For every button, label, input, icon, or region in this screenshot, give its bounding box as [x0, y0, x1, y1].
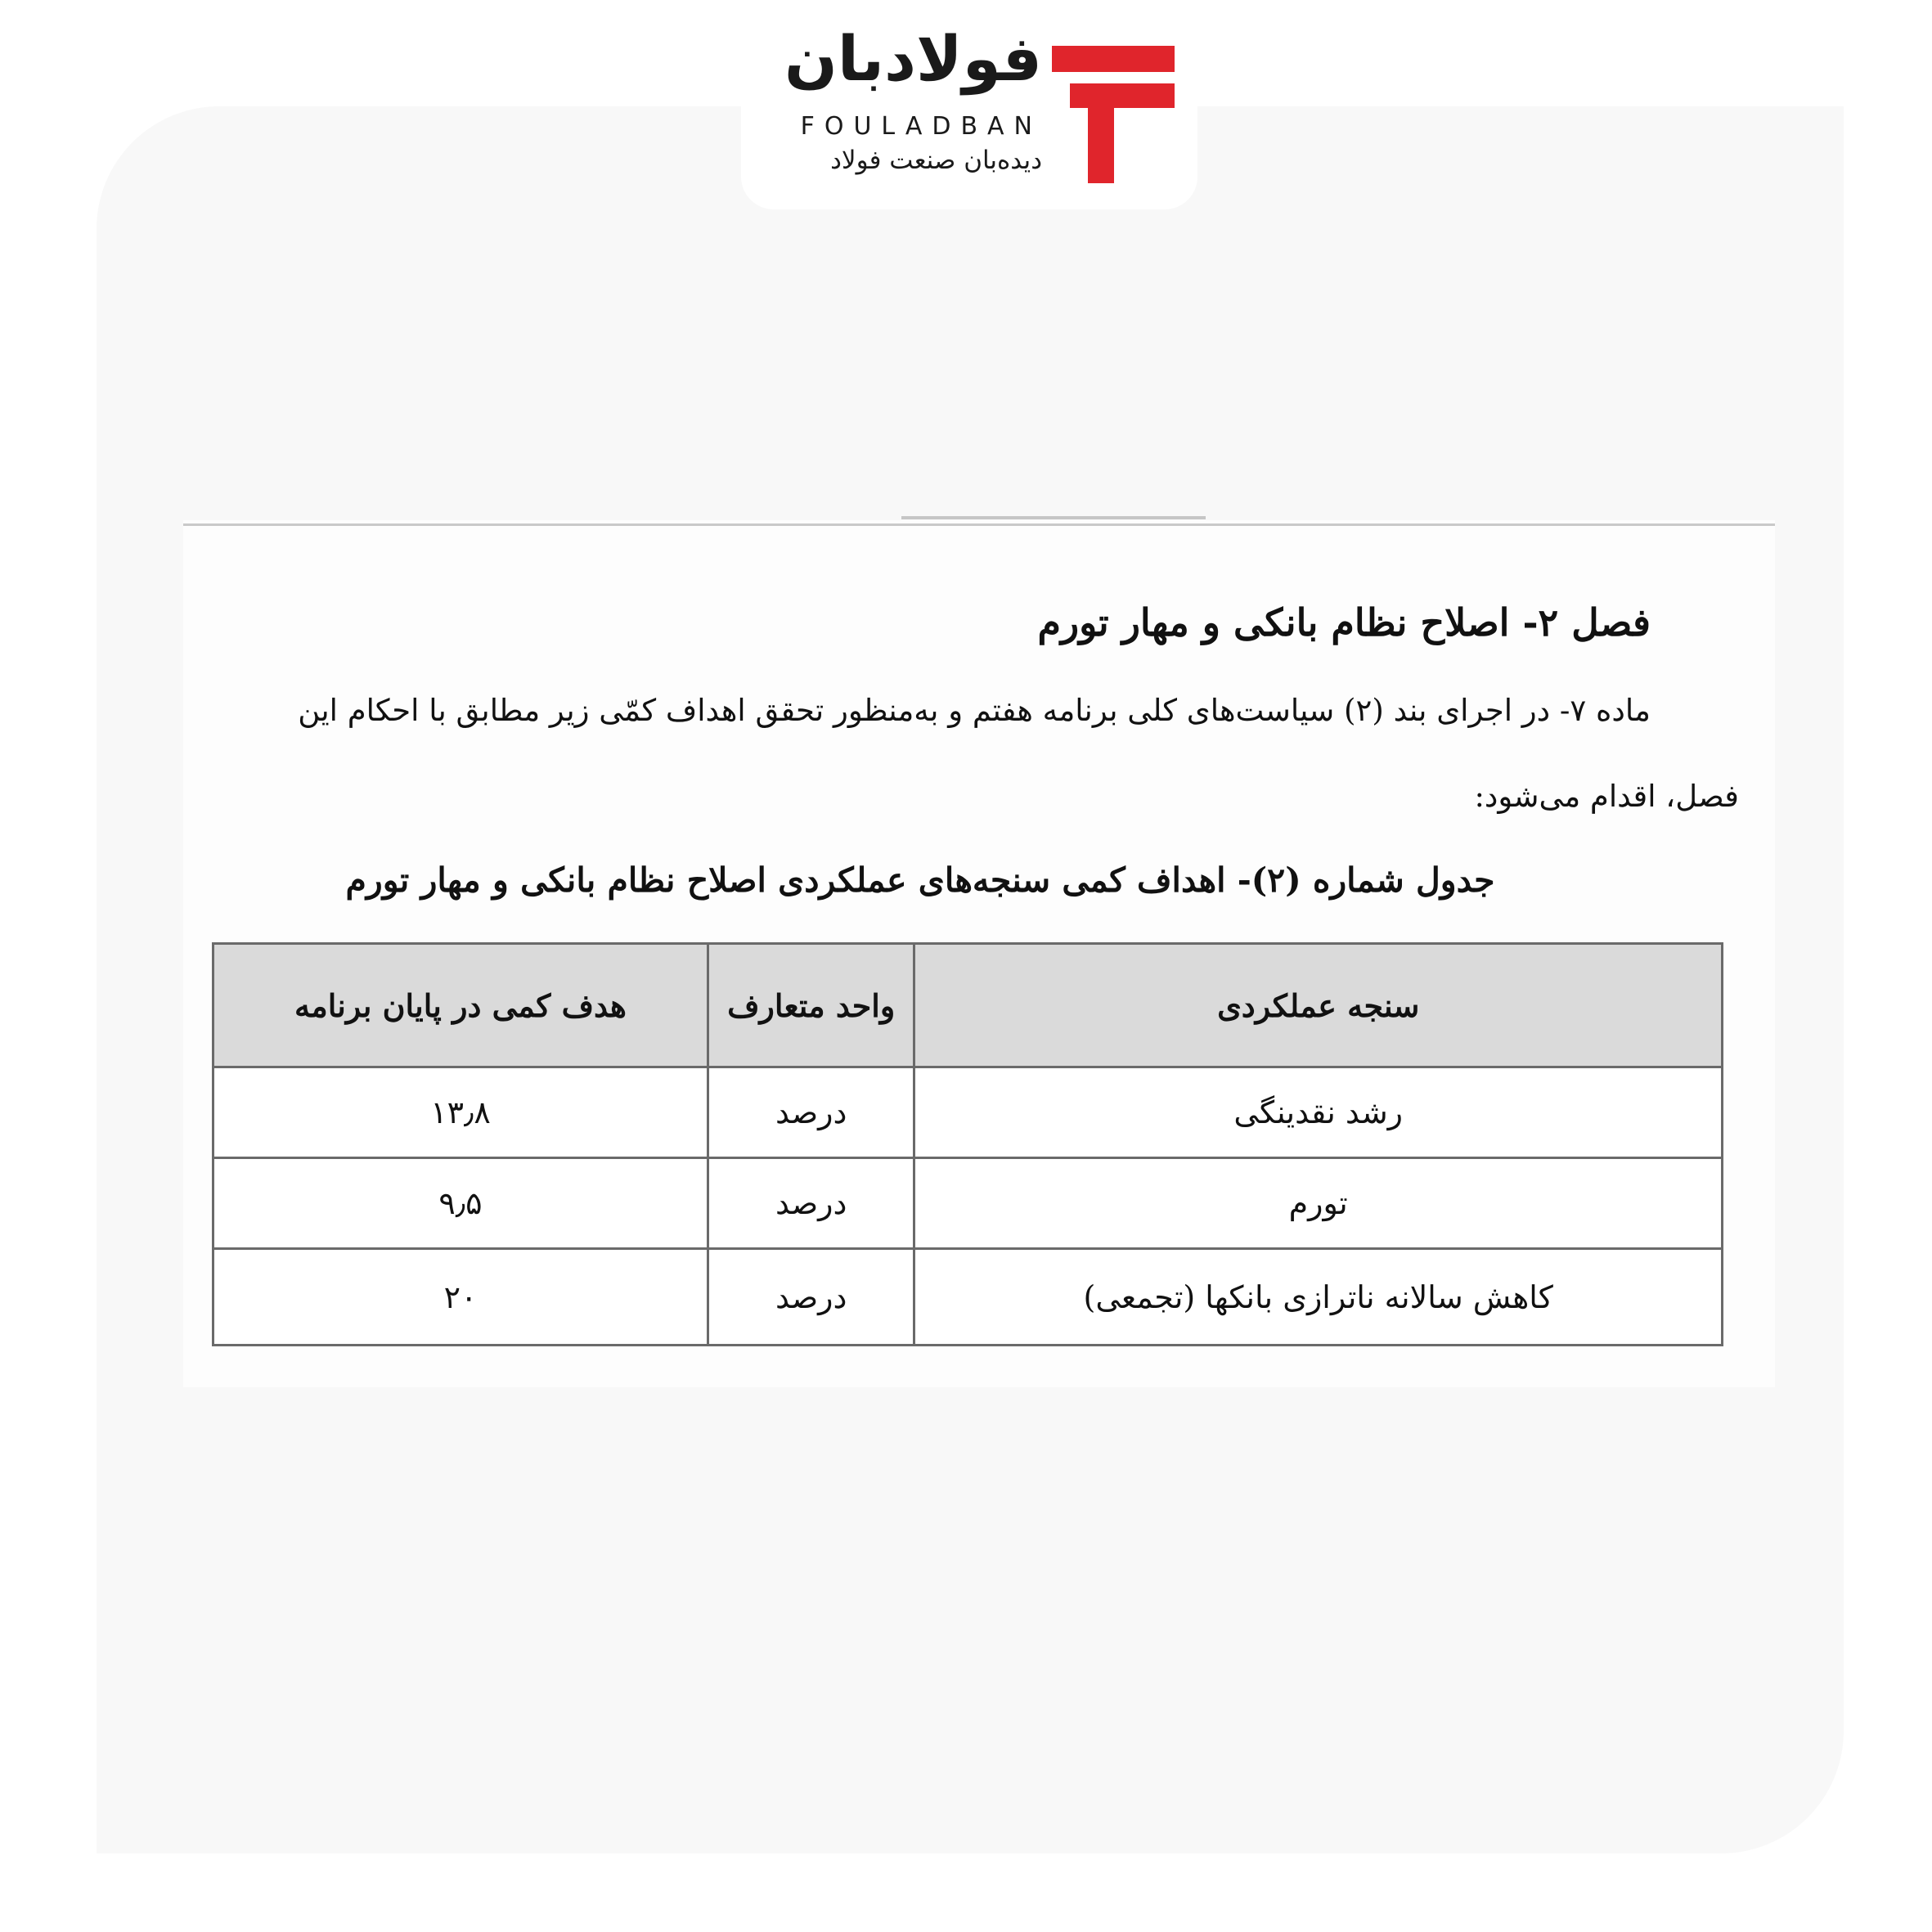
cell-unit: درصد: [708, 1158, 914, 1249]
brand-tagline: دیده‌بان صنعت فولاد: [830, 146, 1042, 175]
table-row: [213, 1067, 1723, 1158]
header-unit: واحد متعارف: [708, 944, 914, 1067]
article-text-line1: ماده ۷- در اجرای بند (۲) سیاست‌های کلی برنامه هفتم و به‌منظور تحقق اهداف کمّی زیر مطابق با احکام این: [298, 693, 1651, 728]
table-row: [213, 1158, 1723, 1249]
goals-table: [212, 942, 1723, 1346]
fouladban-logo-icon: [1052, 46, 1175, 183]
top-divider: [183, 523, 1775, 526]
cell-metric: رشد نقدینگی: [914, 1067, 1723, 1158]
brand-logo: [741, 0, 1197, 209]
table-header-row: [213, 944, 1723, 1067]
cell-target: ۱۳٫۸: [213, 1067, 708, 1158]
brand-name-fa: فولادبان: [784, 22, 1042, 95]
brand-name-en: FOULADBAN: [800, 112, 1042, 141]
cell-target: ۲۰: [213, 1249, 708, 1346]
header-target: هدف کمی در پایان برنامه: [213, 944, 708, 1067]
chapter-heading: فصل ۲- اصلاح نظام بانکی و مهار تورم: [1037, 600, 1651, 645]
cell-metric: کاهش سالانه ناترازی بانکها (تجمعی): [914, 1249, 1723, 1346]
top-divider-accent: [901, 516, 1206, 519]
table-caption: جدول شماره (۲)- اهداف کمی سنجه‌های عملکردی اصلاح نظام بانکی و مهار تورم: [345, 860, 1495, 900]
article-text-line2: فصل، اقدام می‌شود:: [1474, 779, 1739, 814]
table-row: [213, 1249, 1723, 1346]
cell-unit: درصد: [708, 1067, 914, 1158]
cell-metric: تورم: [914, 1158, 1723, 1249]
cell-unit: درصد: [708, 1249, 914, 1346]
header-metric: سنجه عملکردی: [914, 944, 1723, 1067]
cell-target: ۹٫۵: [213, 1158, 708, 1249]
